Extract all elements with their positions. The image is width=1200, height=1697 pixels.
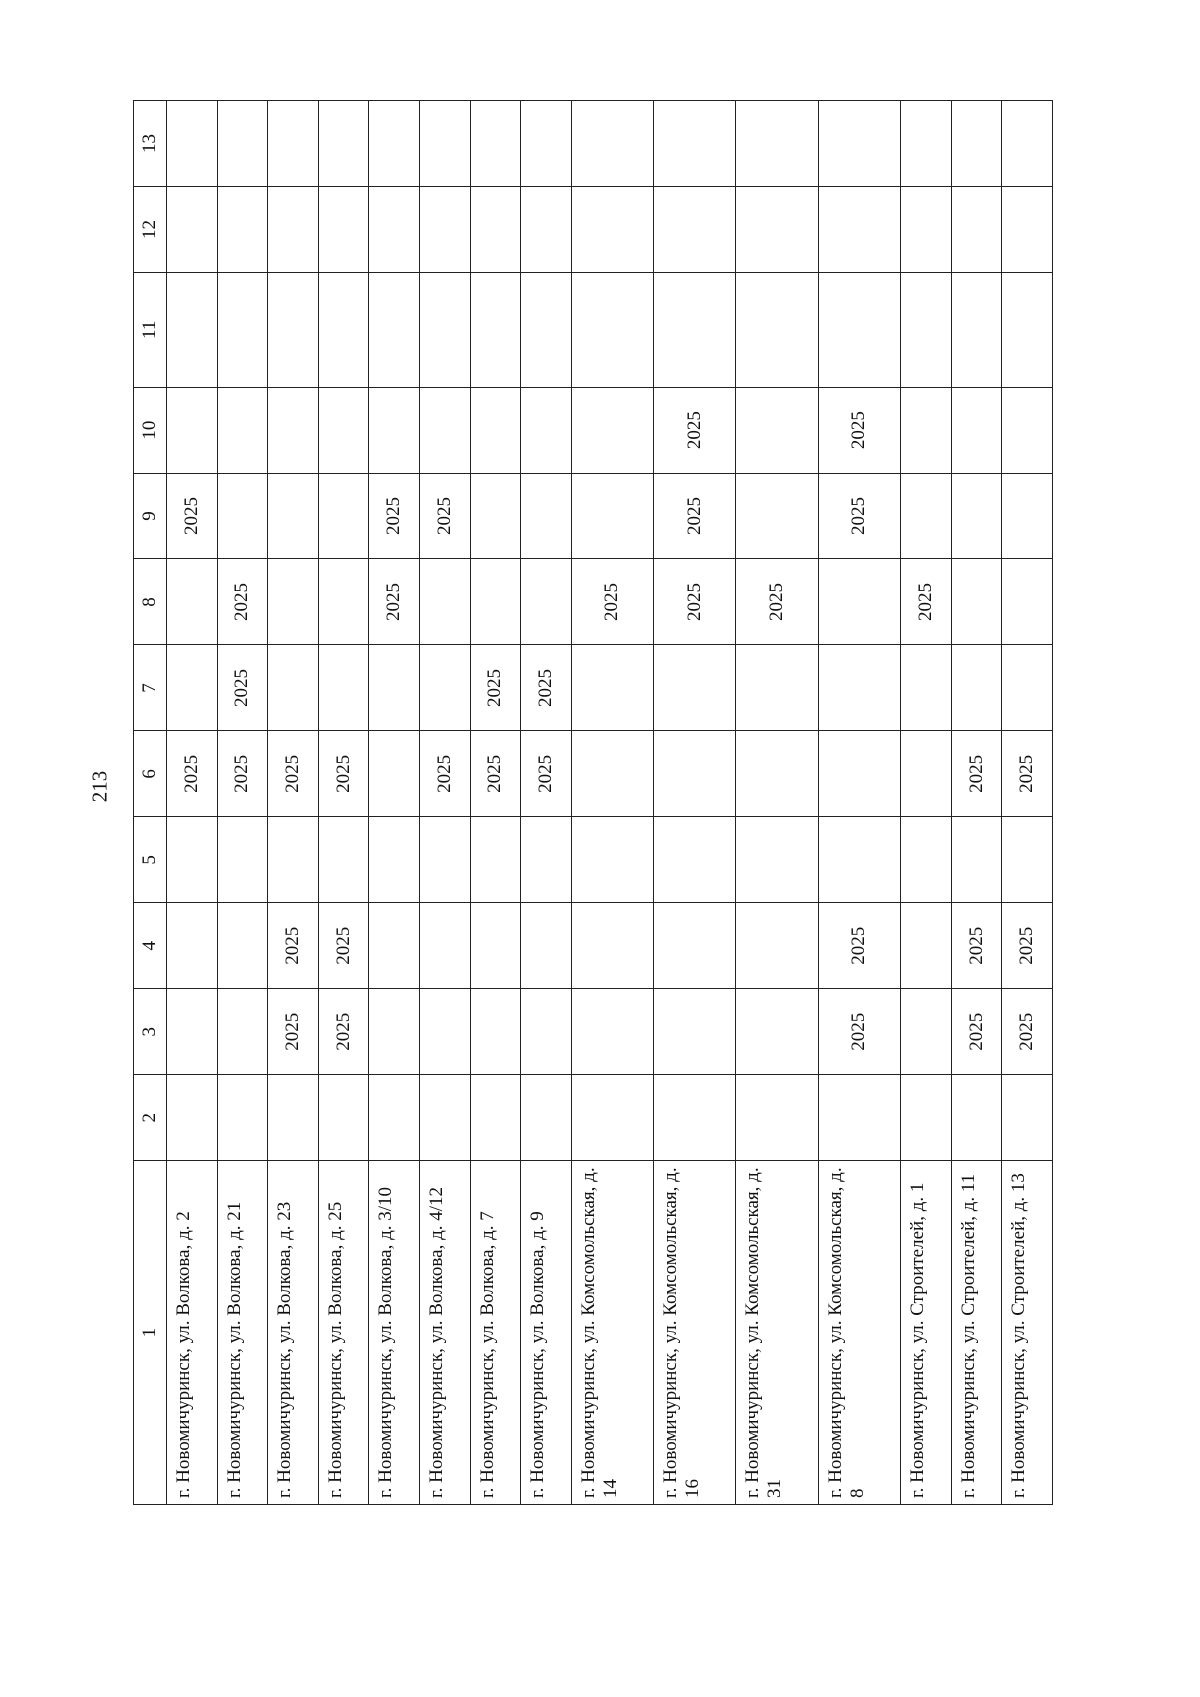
year-cell xyxy=(470,559,521,645)
year-cell xyxy=(901,387,952,473)
year-cell xyxy=(318,387,369,473)
year-cell xyxy=(901,473,952,559)
column-header: 1 xyxy=(134,1161,167,1505)
year-cell xyxy=(951,272,1002,387)
address-cell: г. Новомичуринск, ул. Комсомольская, д. 14 xyxy=(571,1161,653,1505)
year-cell xyxy=(167,903,218,989)
year-cell xyxy=(521,559,572,645)
table-row xyxy=(1002,101,1053,1505)
year-cell xyxy=(901,101,952,187)
year-cell: 2025 xyxy=(268,731,319,817)
year-cell xyxy=(736,187,818,273)
year-cell xyxy=(571,101,653,187)
year-cell xyxy=(571,1075,653,1161)
page-number: 213 xyxy=(87,770,112,803)
year-cell xyxy=(369,989,420,1075)
year-cell xyxy=(571,645,653,731)
year-cell: 2025 xyxy=(818,903,900,989)
year-cell xyxy=(369,903,420,989)
address-cell: г. Новомичуринск, ул. Комсомольская, д. 16 xyxy=(654,1161,736,1505)
column-header: 4 xyxy=(134,903,167,989)
year-cell: 2025 xyxy=(1002,731,1053,817)
year-cell: 2025 xyxy=(654,387,736,473)
year-cell xyxy=(369,645,420,731)
year-cell xyxy=(470,1075,521,1161)
year-cell: 2025 xyxy=(167,731,218,817)
year-cell xyxy=(419,645,470,731)
year-cell: 2025 xyxy=(268,903,319,989)
year-cell xyxy=(736,387,818,473)
address-cell: г. Новомичуринск, ул. Волкова, д. 9 xyxy=(521,1161,572,1505)
year-cell xyxy=(167,645,218,731)
rotated-table-container xyxy=(133,100,1053,1505)
year-cell: 2025 xyxy=(571,559,653,645)
year-cell xyxy=(521,989,572,1075)
column-header: 9 xyxy=(134,473,167,559)
year-cell xyxy=(951,1075,1002,1161)
year-cell: 2025 xyxy=(470,645,521,731)
year-cell xyxy=(369,731,420,817)
year-cell xyxy=(419,101,470,187)
year-cell xyxy=(268,187,319,273)
column-header: 11 xyxy=(134,272,167,387)
year-cell xyxy=(901,731,952,817)
year-cell xyxy=(419,989,470,1075)
year-cell xyxy=(268,101,319,187)
year-cell: 2025 xyxy=(736,559,818,645)
year-cell xyxy=(318,1075,369,1161)
address-cell: г. Новомичуринск, ул. Волкова, д. 21 xyxy=(217,1161,268,1505)
year-cell: 2025 xyxy=(1002,903,1053,989)
year-cell xyxy=(318,272,369,387)
year-cell xyxy=(318,101,369,187)
year-cell xyxy=(736,473,818,559)
year-cell: 2025 xyxy=(167,473,218,559)
year-cell: 2025 xyxy=(951,903,1002,989)
year-cell xyxy=(318,817,369,903)
year-cell: 2025 xyxy=(951,731,1002,817)
year-cell xyxy=(318,559,369,645)
year-cell xyxy=(369,187,420,273)
year-cell xyxy=(818,817,900,903)
year-cell: 2025 xyxy=(818,387,900,473)
year-cell xyxy=(901,645,952,731)
column-header: 2 xyxy=(134,1075,167,1161)
column-header: 7 xyxy=(134,645,167,731)
year-cell xyxy=(654,187,736,273)
year-cell xyxy=(167,817,218,903)
year-cell xyxy=(167,272,218,387)
year-cell: 2025 xyxy=(521,731,572,817)
year-cell xyxy=(571,387,653,473)
year-cell xyxy=(1002,817,1053,903)
year-cell xyxy=(217,387,268,473)
address-cell: г. Новомичуринск, ул. Волкова, д. 4/12 xyxy=(419,1161,470,1505)
table-row xyxy=(901,101,952,1505)
year-cell xyxy=(654,731,736,817)
year-cell xyxy=(217,1075,268,1161)
column-header: 3 xyxy=(134,989,167,1075)
year-cell xyxy=(654,645,736,731)
address-cell: г. Новомичуринск, ул. Волкова, д. 25 xyxy=(318,1161,369,1505)
year-cell xyxy=(818,731,900,817)
table-row xyxy=(736,101,818,1505)
year-cell xyxy=(571,817,653,903)
address-cell: г. Новомичуринск, ул. Строителей, д. 11 xyxy=(951,1161,1002,1505)
address-cell: г. Новомичуринск, ул. Строителей, д. 1 xyxy=(901,1161,952,1505)
table-row xyxy=(654,101,736,1505)
year-cell xyxy=(167,187,218,273)
address-cell: г. Новомичуринск, ул. Строителей, д. 13 xyxy=(1002,1161,1053,1505)
year-cell xyxy=(654,101,736,187)
year-cell: 2025 xyxy=(217,731,268,817)
table-row xyxy=(217,101,268,1505)
year-cell xyxy=(571,903,653,989)
year-cell xyxy=(470,989,521,1075)
year-cell xyxy=(217,903,268,989)
year-cell xyxy=(1002,645,1053,731)
year-cell xyxy=(419,559,470,645)
year-cell: 2025 xyxy=(369,559,420,645)
year-cell xyxy=(951,559,1002,645)
schedule-table xyxy=(133,100,1053,1505)
year-cell xyxy=(521,903,572,989)
year-cell xyxy=(167,989,218,1075)
address-cell: г. Новомичуринск, ул. Волкова, д. 23 xyxy=(268,1161,319,1505)
year-cell: 2025 xyxy=(318,903,369,989)
year-cell xyxy=(571,731,653,817)
address-cell: г. Новомичуринск, ул. Волкова, д. 3/10 xyxy=(369,1161,420,1505)
year-cell xyxy=(571,272,653,387)
table-row xyxy=(369,101,420,1505)
year-cell: 2025 xyxy=(818,989,900,1075)
year-cell xyxy=(951,645,1002,731)
year-cell xyxy=(167,559,218,645)
year-cell xyxy=(470,817,521,903)
year-cell: 2025 xyxy=(1002,989,1053,1075)
year-cell xyxy=(369,272,420,387)
year-cell xyxy=(1002,559,1053,645)
address-cell: г. Новомичуринск, ул. Волкова, д. 2 xyxy=(167,1161,218,1505)
year-cell xyxy=(268,817,319,903)
year-cell xyxy=(521,187,572,273)
year-cell xyxy=(818,1075,900,1161)
year-cell xyxy=(419,387,470,473)
year-cell: 2025 xyxy=(268,989,319,1075)
year-cell xyxy=(268,559,319,645)
year-cell: 2025 xyxy=(217,559,268,645)
year-cell xyxy=(521,1075,572,1161)
year-cell: 2025 xyxy=(217,645,268,731)
year-cell xyxy=(818,272,900,387)
year-cell xyxy=(901,272,952,387)
year-cell: 2025 xyxy=(318,989,369,1075)
year-cell xyxy=(1002,187,1053,273)
year-cell xyxy=(818,559,900,645)
table-row xyxy=(818,101,900,1505)
year-cell xyxy=(901,989,952,1075)
year-cell: 2025 xyxy=(419,731,470,817)
year-cell xyxy=(736,817,818,903)
year-cell xyxy=(818,187,900,273)
year-cell xyxy=(470,272,521,387)
year-cell xyxy=(654,272,736,387)
year-cell xyxy=(521,272,572,387)
address-cell: г. Новомичуринск, ул. Комсомольская, д. 8 xyxy=(818,1161,900,1505)
year-cell: 2025 xyxy=(951,989,1002,1075)
year-cell xyxy=(268,387,319,473)
year-cell xyxy=(521,101,572,187)
year-cell xyxy=(318,645,369,731)
year-cell: 2025 xyxy=(654,559,736,645)
year-cell xyxy=(217,473,268,559)
year-cell xyxy=(571,989,653,1075)
year-cell xyxy=(217,101,268,187)
year-cell: 2025 xyxy=(521,645,572,731)
year-cell xyxy=(167,101,218,187)
column-header: 10 xyxy=(134,387,167,473)
year-cell xyxy=(167,387,218,473)
table-row xyxy=(470,101,521,1505)
year-cell xyxy=(268,473,319,559)
table-row xyxy=(571,101,653,1505)
year-cell: 2025 xyxy=(318,731,369,817)
table-row xyxy=(167,101,218,1505)
table-row xyxy=(318,101,369,1505)
year-cell xyxy=(369,387,420,473)
year-cell xyxy=(369,817,420,903)
year-cell xyxy=(654,817,736,903)
year-cell xyxy=(318,187,369,273)
year-cell xyxy=(951,187,1002,273)
year-cell xyxy=(951,387,1002,473)
year-cell xyxy=(571,473,653,559)
year-cell xyxy=(268,272,319,387)
year-cell xyxy=(1002,101,1053,187)
year-cell xyxy=(318,473,369,559)
year-cell xyxy=(470,903,521,989)
year-cell xyxy=(419,272,470,387)
year-cell xyxy=(217,817,268,903)
year-cell xyxy=(369,101,420,187)
year-cell xyxy=(901,1075,952,1161)
year-cell xyxy=(217,187,268,273)
year-cell xyxy=(268,645,319,731)
year-cell xyxy=(901,187,952,273)
year-cell xyxy=(217,989,268,1075)
year-cell xyxy=(167,1075,218,1161)
year-cell xyxy=(901,903,952,989)
year-cell: 2025 xyxy=(470,731,521,817)
year-cell xyxy=(521,817,572,903)
year-cell xyxy=(419,1075,470,1161)
address-cell: г. Новомичуринск, ул. Комсомольская, д. 31 xyxy=(736,1161,818,1505)
year-cell xyxy=(951,817,1002,903)
column-header: 6 xyxy=(134,731,167,817)
year-cell xyxy=(736,731,818,817)
year-cell xyxy=(736,1075,818,1161)
year-cell xyxy=(419,817,470,903)
header-row xyxy=(134,101,167,1505)
year-cell xyxy=(571,187,653,273)
year-cell xyxy=(736,101,818,187)
address-cell: г. Новомичуринск, ул. Волкова, д. 7 xyxy=(470,1161,521,1505)
year-cell xyxy=(217,272,268,387)
year-cell xyxy=(1002,473,1053,559)
year-cell: 2025 xyxy=(419,473,470,559)
table-row xyxy=(268,101,319,1505)
table-row xyxy=(419,101,470,1505)
year-cell xyxy=(654,989,736,1075)
year-cell xyxy=(470,101,521,187)
year-cell xyxy=(419,187,470,273)
year-cell xyxy=(736,989,818,1075)
year-cell xyxy=(736,645,818,731)
year-cell xyxy=(419,903,470,989)
year-cell: 2025 xyxy=(818,473,900,559)
year-cell xyxy=(1002,1075,1053,1161)
year-cell xyxy=(521,473,572,559)
year-cell xyxy=(369,1075,420,1161)
column-header: 12 xyxy=(134,187,167,273)
year-cell: 2025 xyxy=(654,473,736,559)
year-cell xyxy=(736,272,818,387)
year-cell xyxy=(1002,272,1053,387)
column-header: 5 xyxy=(134,817,167,903)
column-header: 8 xyxy=(134,559,167,645)
year-cell xyxy=(951,101,1002,187)
year-cell xyxy=(470,387,521,473)
year-cell xyxy=(470,187,521,273)
table-row xyxy=(951,101,1002,1505)
year-cell xyxy=(654,903,736,989)
year-cell xyxy=(268,1075,319,1161)
year-cell: 2025 xyxy=(369,473,420,559)
column-header: 13 xyxy=(134,101,167,187)
table-row xyxy=(521,101,572,1505)
year-cell xyxy=(736,903,818,989)
year-cell xyxy=(470,473,521,559)
year-cell xyxy=(521,387,572,473)
year-cell xyxy=(951,473,1002,559)
year-cell xyxy=(818,101,900,187)
year-cell xyxy=(1002,387,1053,473)
year-cell xyxy=(901,817,952,903)
year-cell xyxy=(654,1075,736,1161)
year-cell: 2025 xyxy=(901,559,952,645)
year-cell xyxy=(818,645,900,731)
